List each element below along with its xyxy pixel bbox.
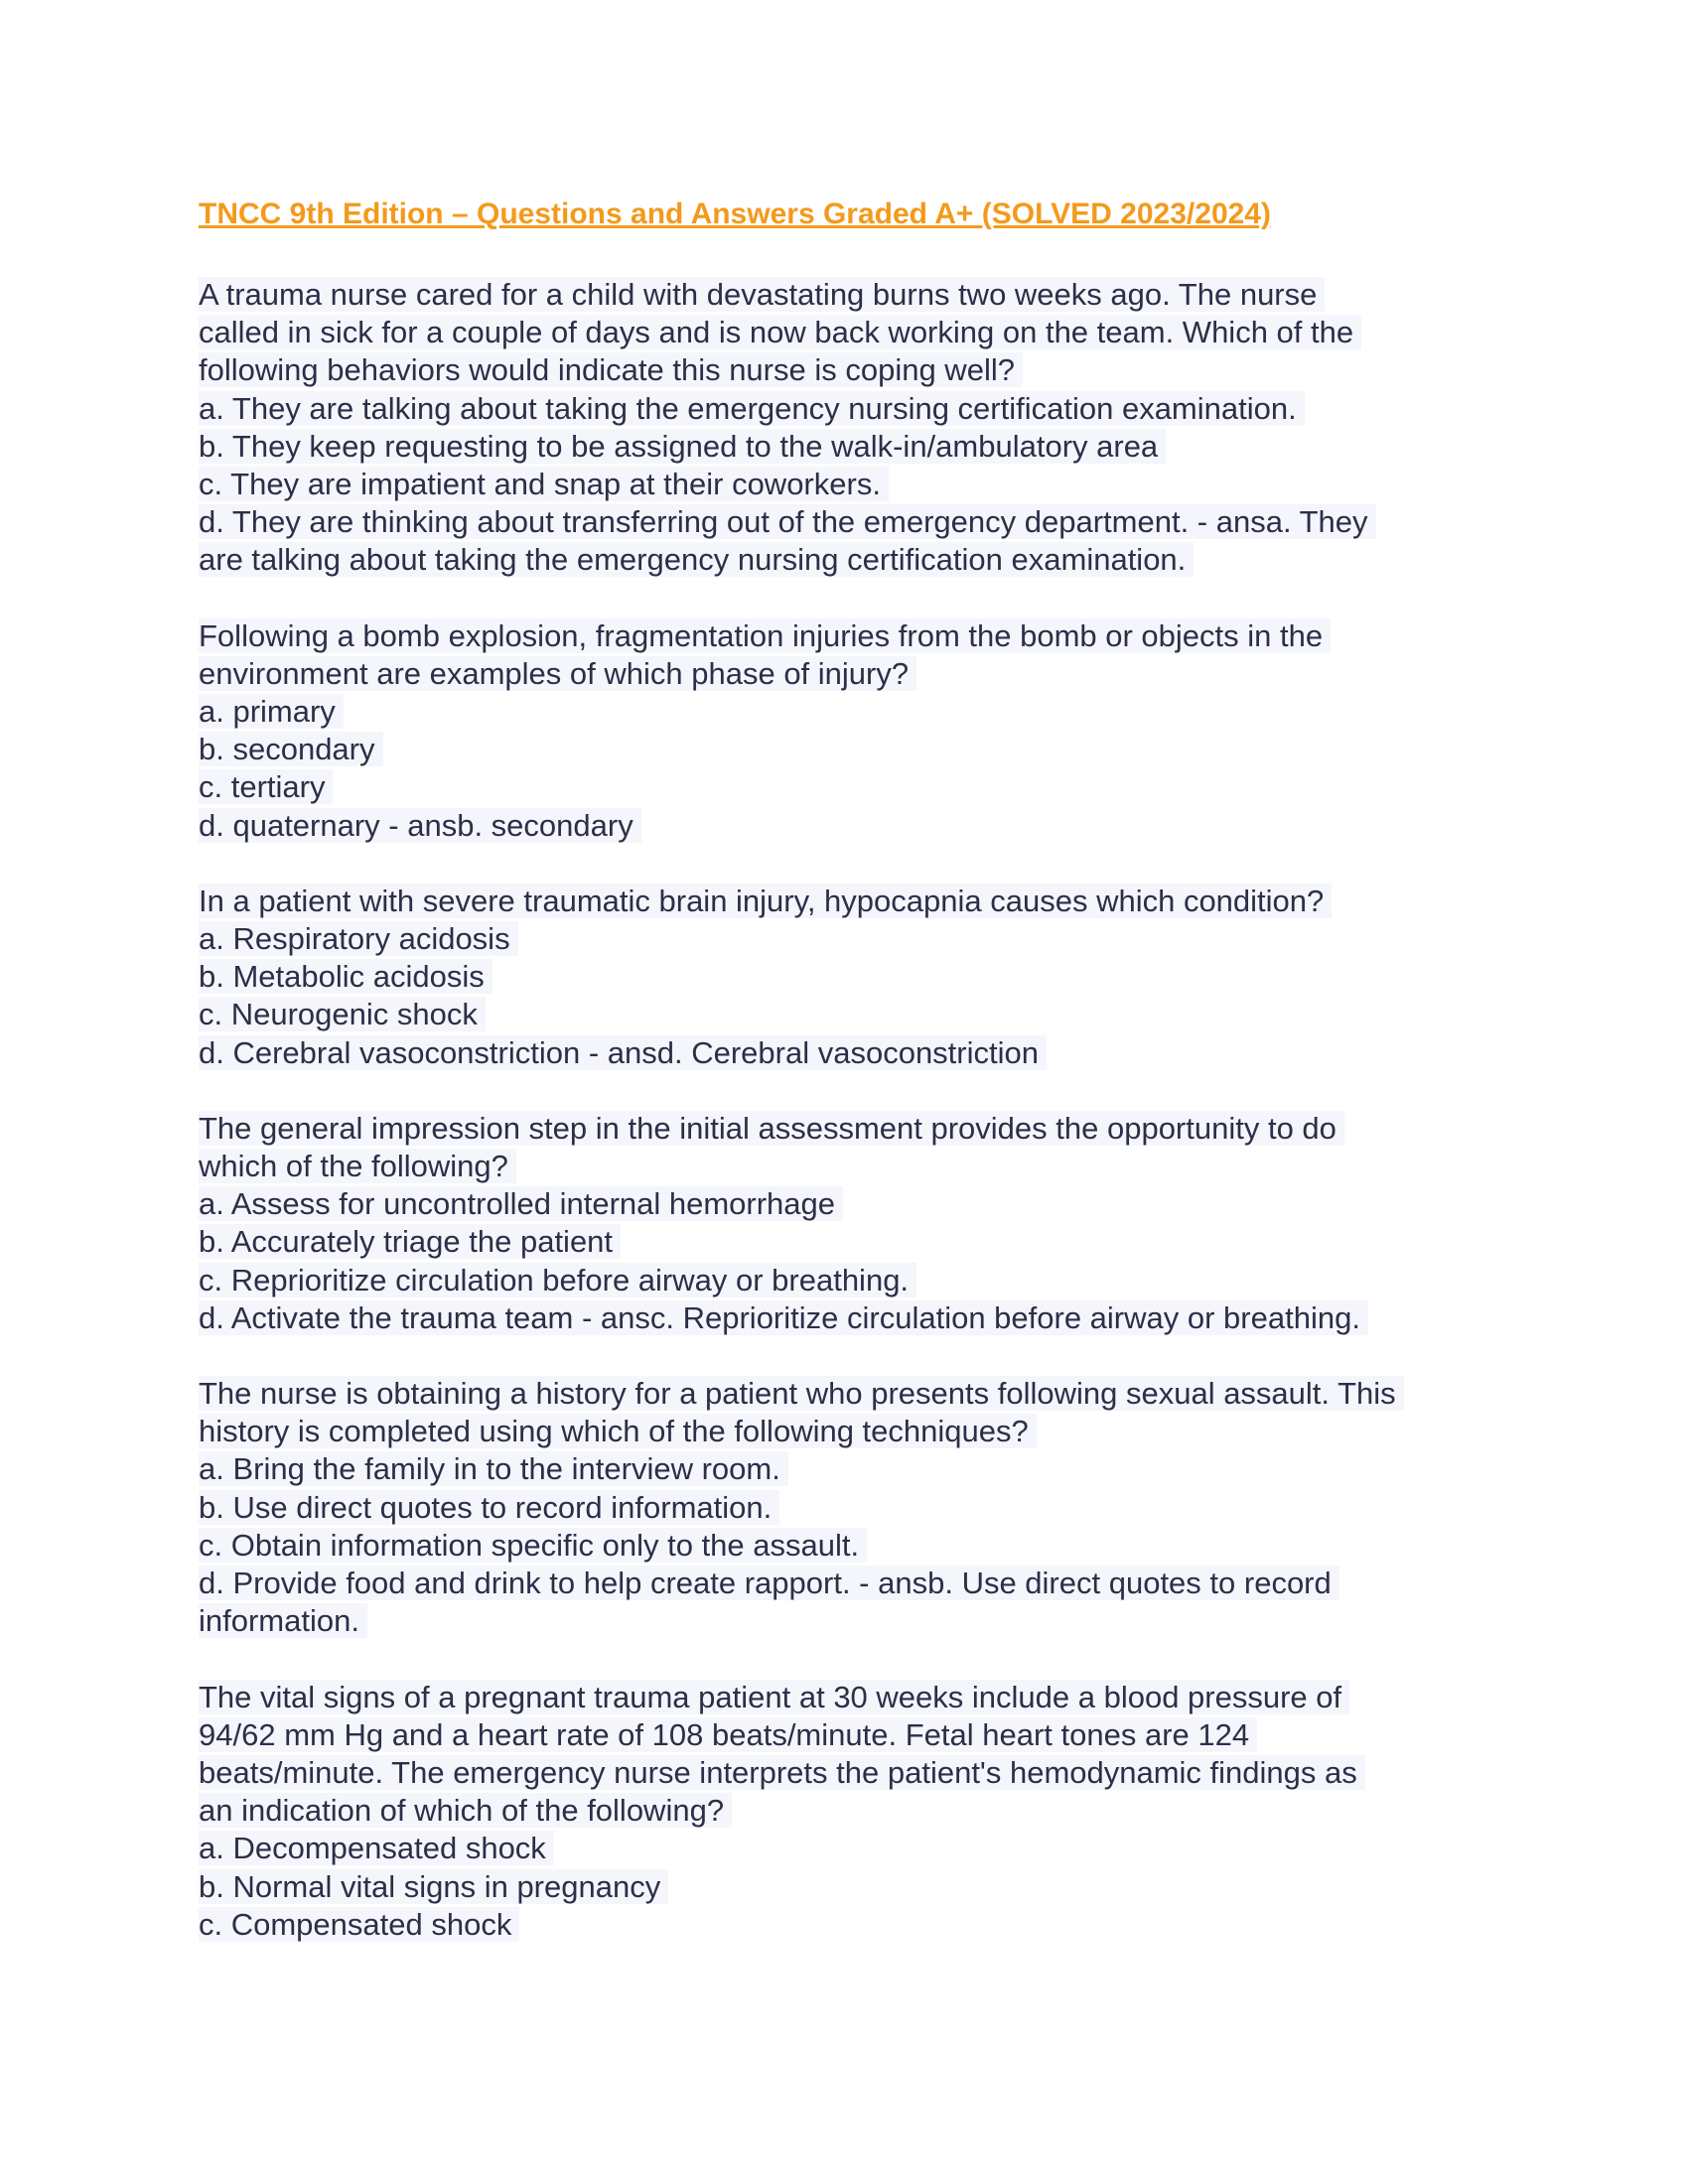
answer-option: a. primary — [199, 693, 1529, 731]
answer-option: a. Assess for uncontrolled internal hemorrhage — [199, 1185, 1529, 1223]
answer-option: b. secondary — [199, 731, 1529, 768]
answer-key: d. quaternary - ansb. secondary — [199, 807, 1529, 845]
document-content — [199, 195, 1529, 1981]
text-line: Following a bomb explosion, fragmentation injuries from the bomb or objects in the — [199, 617, 1529, 655]
answer-option: b. Accurately triage the patient — [199, 1223, 1529, 1261]
answer-option: d. They are thinking about transferring out of the emergency department. - ansa. They — [199, 503, 1529, 541]
answer-option: c. Compensated shock — [199, 1906, 1529, 1944]
answer-option: b. Metabolic acidosis — [199, 958, 1529, 996]
answer-option: c. tertiary — [199, 768, 1529, 806]
text-line: called in sick for a couple of days and is now back working on the team. Which of the — [199, 314, 1529, 351]
question-block-2 — [199, 617, 1529, 845]
answer-key: d. Activate the trauma team - ansc. Reprioritize circulation before airway or breathing. — [199, 1299, 1529, 1337]
answer-option: b. Use direct quotes to record information. — [199, 1489, 1529, 1527]
answer-option: a. They are talking about taking the emergency nursing certification examination. — [199, 390, 1529, 428]
text-line: In a patient with severe traumatic brain injury, hypocapnia causes which condition? — [199, 883, 1529, 920]
question-block-4 — [199, 1110, 1529, 1337]
text-line: A trauma nurse cared for a child with devastating burns two weeks ago. The nurse — [199, 276, 1529, 314]
answer-option: c. Reprioritize circulation before airway or breathing. — [199, 1262, 1529, 1299]
answer-option: c. Neurogenic shock — [199, 996, 1529, 1033]
answer-option: c. They are impatient and snap at their coworkers. — [199, 466, 1529, 503]
document-title: TNCC 9th Edition – Questions and Answers Graded A+ (SOLVED 2023/2024) — [199, 198, 1271, 230]
text-line: which of the following? — [199, 1148, 1529, 1185]
answer-option: a. Decompensated shock — [199, 1830, 1529, 1867]
text-line: environment are examples of which phase of injury? — [199, 655, 1529, 693]
answer-option: a. Respiratory acidosis — [199, 920, 1529, 958]
answer-key: information. — [199, 1602, 1529, 1640]
text-line: following behaviors would indicate this nurse is coping well? — [199, 351, 1529, 389]
question-block-1 — [199, 276, 1529, 580]
answer-key: are talking about taking the emergency nursing certification examination. — [199, 541, 1529, 579]
text-line: an indication of which of the following? — [199, 1792, 1529, 1830]
answer-option: b. Normal vital signs in pregnancy — [199, 1868, 1529, 1906]
text-line: The general impression step in the initial assessment provides the opportunity to do — [199, 1110, 1529, 1148]
text-line: The nurse is obtaining a history for a patient who presents following sexual assault. This — [199, 1375, 1529, 1413]
answer-option: b. They keep requesting to be assigned to the walk-in/ambulatory area — [199, 428, 1529, 466]
text-line: The vital signs of a pregnant trauma patient at 30 weeks include a blood pressure of — [199, 1679, 1529, 1716]
question-block-6 — [199, 1679, 1529, 1944]
answer-option: a. Bring the family in to the interview room. — [199, 1450, 1529, 1488]
answer-key: d. Cerebral vasoconstriction - ansd. Cerebral vasoconstriction — [199, 1034, 1529, 1072]
question-block-5 — [199, 1375, 1529, 1640]
text-line: history is completed using which of the following techniques? — [199, 1413, 1529, 1450]
answer-option: c. Obtain information specific only to the assault. — [199, 1527, 1529, 1565]
answer-option: d. Provide food and drink to help create rapport. - ansb. Use direct quotes to record — [199, 1565, 1529, 1602]
text-line: 94/62 mm Hg and a heart rate of 108 beats/minute. Fetal heart tones are 124 — [199, 1716, 1529, 1754]
text-line: beats/minute. The emergency nurse interprets the patient's hemodynamic findings as — [199, 1754, 1529, 1792]
question-block-3 — [199, 883, 1529, 1072]
